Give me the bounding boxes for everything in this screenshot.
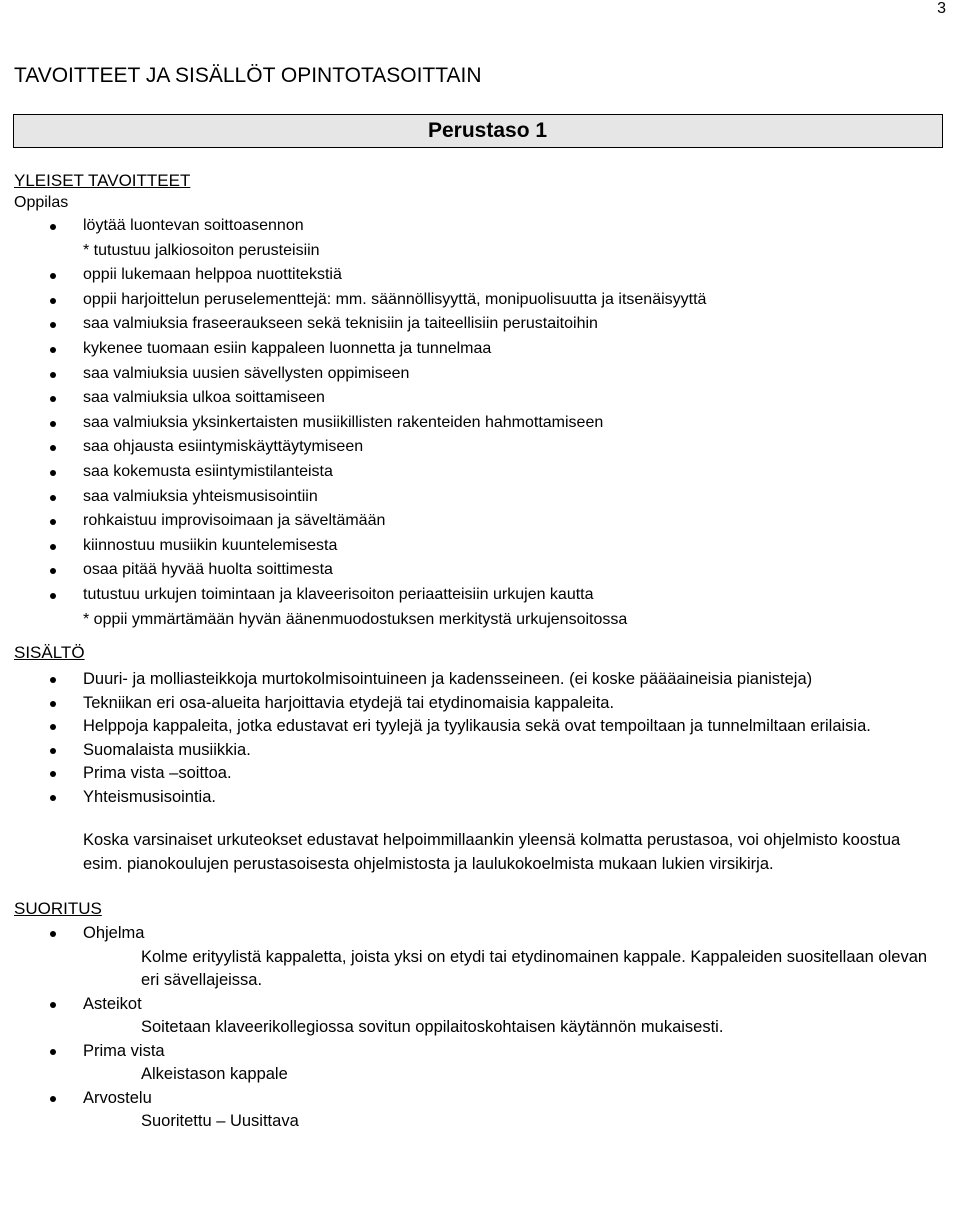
bullet-icon [50,470,56,476]
performance-item-label: Prima vista [83,1041,165,1060]
bullet-icon [50,677,56,683]
list-item [14,692,944,716]
list-item [14,214,944,239]
list-item-text: kiinnostuu musiikin kuuntelemisesta [83,536,338,554]
list-item-text: tutustuu urkujen toimintaan ja klaveerisoiton periaatteisiin urkujen kautta [83,585,594,603]
list-item-text: Helppoja kappaleita, jotka edustavat eri tyylejä ja tyylikausia sekä ovat tempoiltaan ja tunnelmiltaan erilaisia. [83,717,871,736]
level-label: Perustaso 1 [428,119,548,142]
list-item [14,337,944,362]
bullet-icon [50,347,56,353]
list-item-text: saa valmiuksia fraseeraukseen sekä teknisiin ja taiteellisiin perustaitoihin [83,315,598,333]
list-item-text: rohkaistuu improvisoimaan ja säveltämään [83,512,386,530]
list-item [14,1040,944,1087]
bullet-icon [50,724,56,730]
list-item [14,362,944,387]
bullet-icon [50,701,56,707]
bullet-icon [50,273,56,279]
list-item-text: löytää luontevan soittoasennon [83,217,304,234]
performance-item-detail: Alkeistason kappale [141,1065,288,1084]
list-item-text: Yhteismusisointia. [83,787,216,806]
bullet-icon [50,1096,56,1102]
list-item [14,312,944,337]
list-item [14,558,944,583]
list-item-text: kykenee tuomaan esiin kappaleen luonnetta ja tunnelmaa [83,339,492,357]
bullet-icon [50,771,56,777]
list-item-text: saa valmiuksia uusien sävellysten oppimiseen [83,364,410,382]
list-item [14,762,944,786]
list-item-text: oppii harjoittelun peruselementtejä: mm. säännöllisyyttä, monipuolisuutta ja itsenäisyyttä [83,290,707,308]
bullet-icon [50,396,56,402]
document-body [14,170,944,1134]
performance-item-detail: Kolme erityylistä kappaletta, joista yksi on etydi tai etydinomainen kappale. Kappaleiden suositellaan olevan eri sävellajeissa. [141,947,928,990]
list-item [14,668,944,692]
bullet-icon [50,519,56,525]
list-item [14,993,944,1040]
content-heading: SISÄLTÖ [14,643,85,663]
performance-list [14,922,944,1134]
list-item-text: * tutustuu jalkiosoiton perusteisiin [83,241,320,259]
list-item [14,460,944,485]
bullet-icon [50,544,56,550]
bullet-icon [50,372,56,378]
bullet-icon [50,593,56,599]
list-item [14,1087,944,1134]
bullet-icon [50,795,56,801]
list-item [14,411,944,436]
performance-item-detail: Soitetaan klaveerikollegiossa sovitun oppilaitoskohtaisen käytännön mukaisesti. [141,1018,724,1037]
performance-item-detail: Suoritettu – Uusittava [141,1112,299,1131]
list-item [14,786,944,810]
bullet-icon [50,495,56,501]
general-goals-list [14,214,944,632]
list-item-text: saa valmiuksia ulkoa soittamiseen [83,389,325,407]
performance-item-label: Ohjelma [83,924,145,943]
bullet-icon [50,568,56,574]
list-item [14,608,944,633]
list-item-text: Suomalaista musiikkia. [83,740,251,759]
list-item [14,922,944,993]
bullet-icon [50,1049,56,1055]
list-item [14,386,944,411]
general-goals-intro: Oppilas [14,194,69,211]
list-item-text: saa kokemusta esiintymistilanteista [83,462,333,480]
list-item [14,583,944,608]
level-banner [13,114,943,148]
list-item-text: Duuri- ja molliasteikkoja murtokolmisointuineen ja kadensseineen. (ei koske päääaineisia pianisteja) [83,670,813,689]
list-item-text: Tekniikan eri osa-alueita harjoittavia etydejä tai etydinomaisia kappaleita. [83,693,615,712]
bullet-icon [50,298,56,304]
performance-item-label: Arvostelu [83,1088,152,1107]
list-item-text: Prima vista –soittoa. [83,764,232,783]
list-item [14,263,944,288]
bullet-icon [50,1002,56,1008]
performance-heading: SUORITUS [14,899,102,919]
list-item-text: * oppii ymmärtämään hyvän äänenmuodostuksen merkitystä urkujensoitossa [83,610,628,628]
list-item-text: saa valmiuksia yksinkertaisten musiikillisten rakenteiden hahmottamiseen [83,413,604,431]
list-item [14,435,944,460]
performance-item-label: Asteikot [83,994,142,1013]
bullet-icon [50,224,56,230]
bullet-icon [50,931,56,937]
bullet-icon [50,445,56,451]
bullet-icon [50,322,56,328]
list-item [14,739,944,763]
list-item [14,534,944,559]
list-item-text: saa valmiuksia yhteismusisointiin [83,487,318,505]
list-item-text: osaa pitää hyvää huolta soittimesta [83,561,333,579]
general-goals-heading: YLEISET TAVOITTEET [14,171,191,190]
bullet-icon [50,421,56,427]
bullet-icon [50,748,56,754]
list-item-text: oppii lukemaan helppoa nuottitekstiä [83,266,342,284]
content-note: Koska varsinaiset urkuteokset edustavat helpoimmillaankin yleensä kolmatta perustasoa, voi ohjelmisto koostua esim. pianokoulujen perustasoisesta ohjelmistosta ja laulukokoelmista mukaan lukien virsikirja. [83,831,901,873]
list-item [14,485,944,510]
page-number: 3 [937,0,946,17]
content-list [14,668,944,809]
list-item [14,509,944,534]
list-item [14,288,944,313]
list-item-text: saa ohjausta esiintymiskäyttäytymiseen [83,438,364,456]
list-item [14,239,944,264]
list-item [14,715,944,739]
page-title: TAVOITTEET JA SISÄLLÖT OPINTOTASOITTAIN [14,64,482,87]
